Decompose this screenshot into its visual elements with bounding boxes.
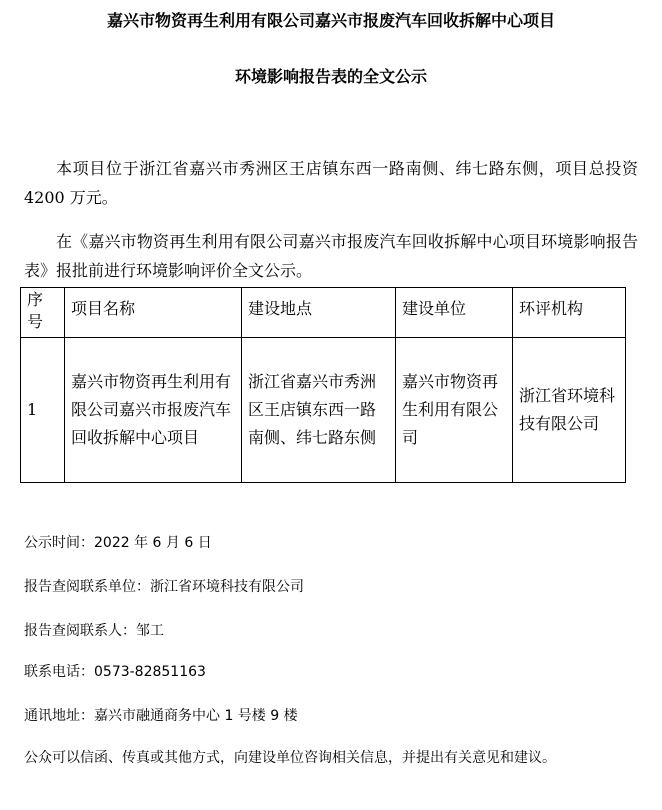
header-project-name: 项目名称 <box>65 288 242 338</box>
table-row <box>21 338 626 483</box>
header-location: 建设地点 <box>242 288 396 338</box>
document-title-line2: 环境影响报告表的全文公示 <box>234 67 427 86</box>
contact-person: 报告查阅联系人：邹工 <box>24 623 164 639</box>
contact-phone: 联系电话：0573-82851163 <box>24 664 206 680</box>
cell-location: 浙江省嘉兴市秀洲区王店镇东西一路南侧、纬七路东侧 <box>242 338 396 483</box>
contact-unit: 报告查阅联系单位：浙江省环境科技有限公司 <box>24 579 304 595</box>
cell-eia-agency: 浙江省环境科技有限公司 <box>513 338 626 483</box>
cell-serial: 1 <box>21 338 65 483</box>
table-header-row <box>21 288 626 338</box>
document-title-line1: 嘉兴市物资再生利用有限公司嘉兴市报废汽车回收拆解中心项目 <box>106 11 555 30</box>
project-info-table <box>20 287 626 483</box>
cell-project-name: 嘉兴市物资再生利用有限公司嘉兴市报废汽车回收拆解中心项目 <box>65 338 242 483</box>
mailing-address: 通讯地址：嘉兴市融通商务中心 1 号楼 9 楼 <box>24 708 298 724</box>
project-location-paragraph: 本项目位于浙江省嘉兴市秀洲区王店镇东西一路南侧、纬七路东侧，项目总投资 4200 万元。 <box>24 159 638 207</box>
publication-statement-paragraph: 在《嘉兴市物资再生利用有限公司嘉兴市报废汽车回收拆解中心项目环境影响报告表》报批前进行环境影响评价全文公示。 <box>24 232 638 280</box>
publish-time: 公示时间：2022 年 6 月 6 日 <box>24 535 212 551</box>
header-builder: 建设单位 <box>396 288 513 338</box>
header-serial: 序号 <box>21 288 65 338</box>
cell-builder: 嘉兴市物资再生利用有限公司 <box>396 338 513 483</box>
public-notice: 公众可以信函、传真或其他方式，向建设单位咨询相关信息，并提出有关意见和建议。 <box>24 750 556 766</box>
header-eia-agency: 环评机构 <box>513 288 626 338</box>
